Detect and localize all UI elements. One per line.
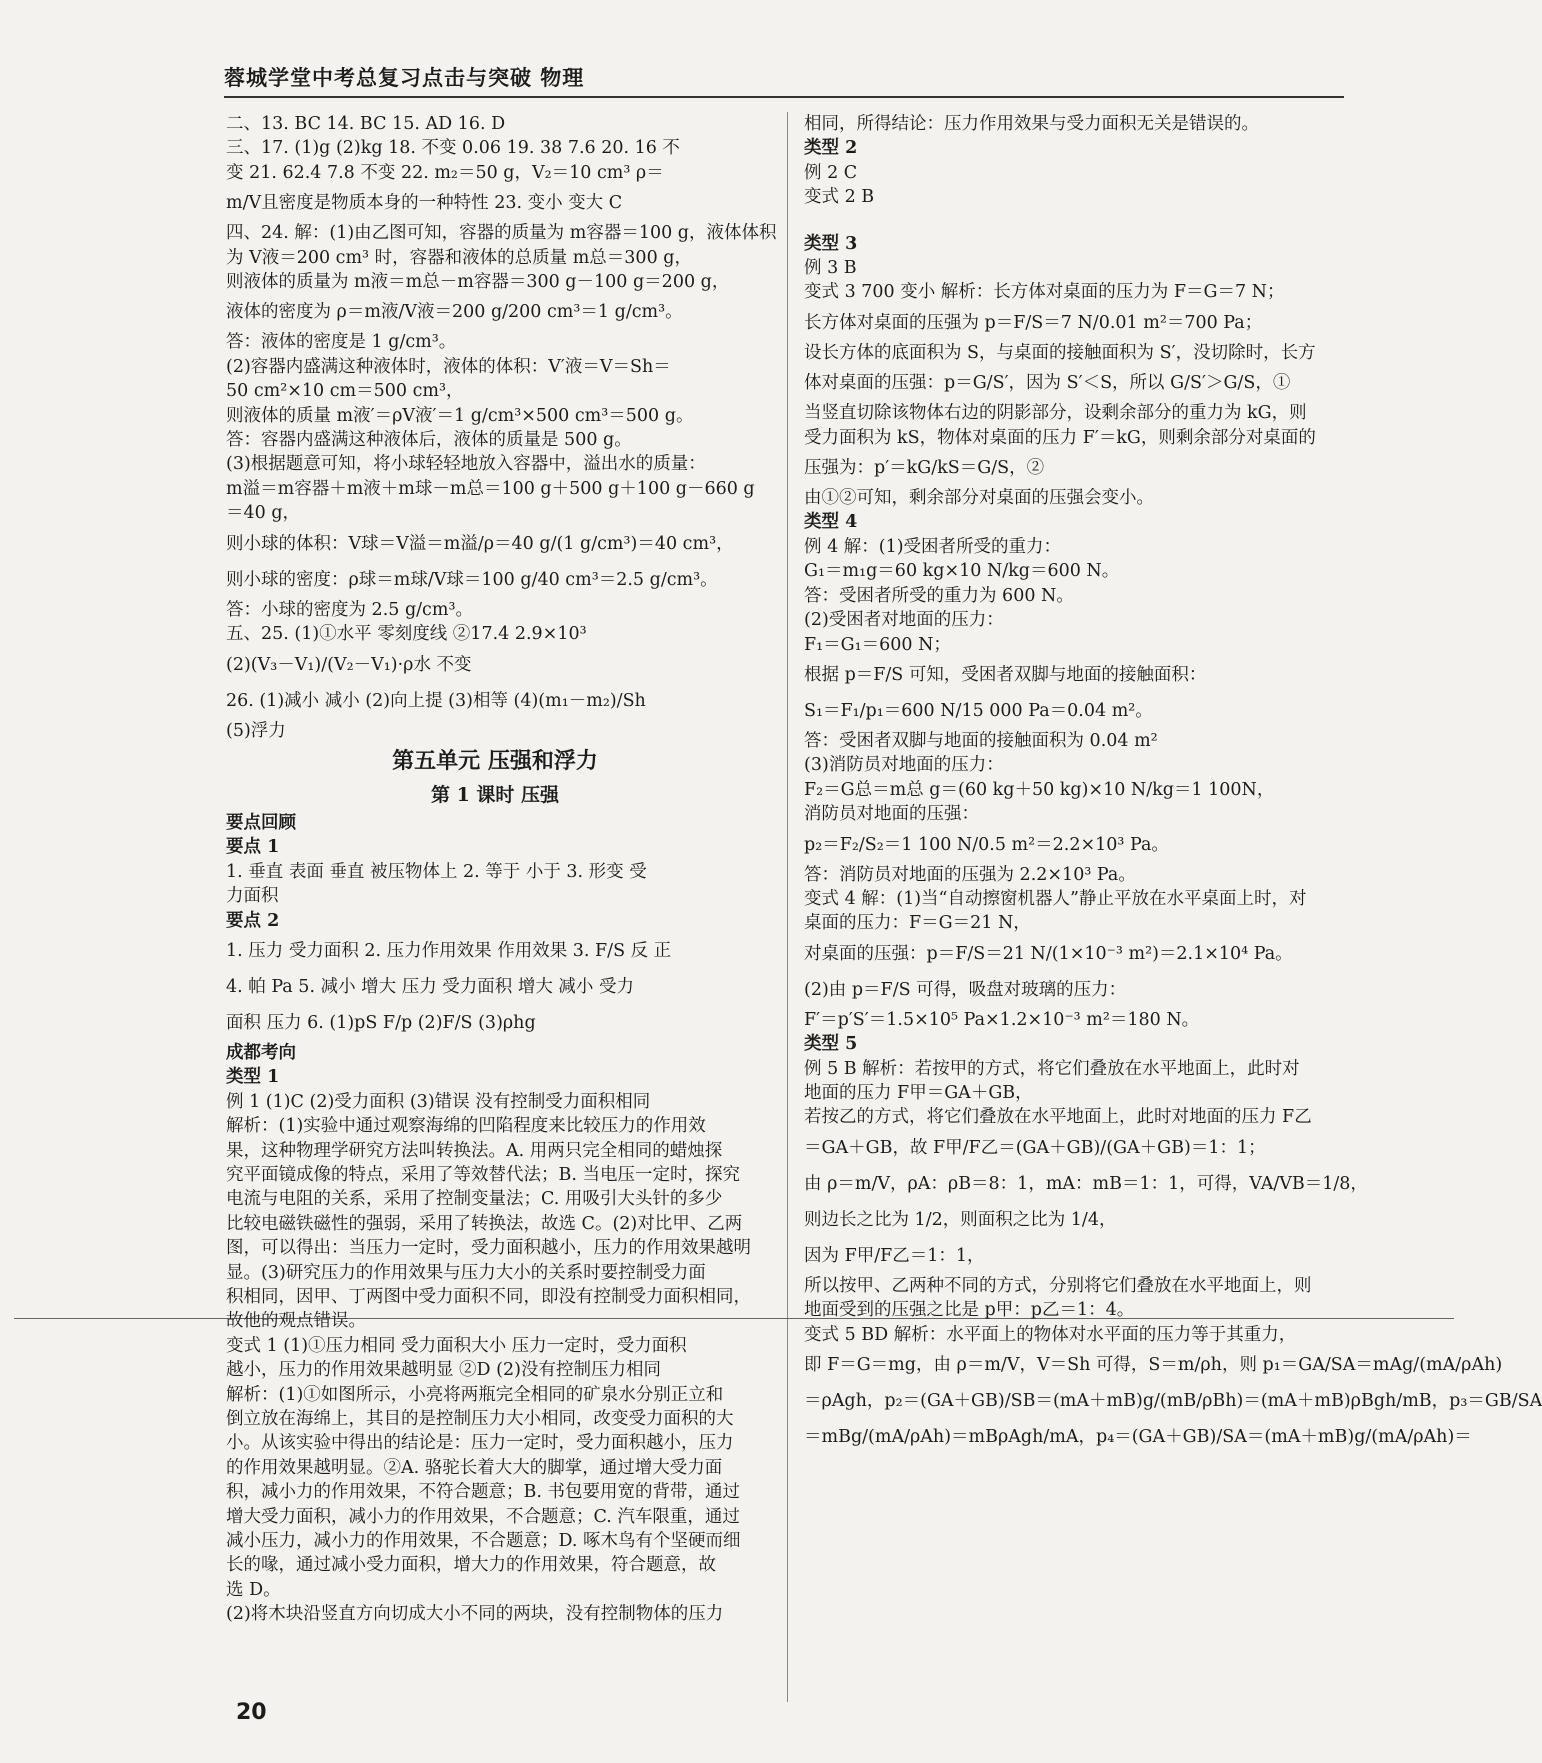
section-heading: 类型 3 — [804, 233, 858, 254]
text-line: (2)(V₃－V₁)/(V₂－V₁)·ρ水 不变 — [226, 654, 472, 675]
text-line: 果，这种物理学研究方法叫转换法。A. 用两只完全相同的蜡烛探 — [226, 1140, 723, 1161]
left-column — [226, 112, 777, 1627]
header-rule — [224, 96, 1344, 98]
text-line: 当竖直切除该物体右边的阴影部分，设剩余部分的重力为 kG，则 — [804, 403, 1307, 424]
text-line: 面积 压力 6. (1)pS F/p (2)F/S (3)ρhg — [226, 1012, 536, 1033]
text-line: ＝40 g， — [226, 503, 301, 524]
text-line: 地面的压力 F甲＝GA＋GB， — [804, 1082, 1033, 1103]
text-line: (5)浮力 — [226, 720, 286, 741]
text-line: 五、25. (1)①水平 零刻度线 ②17.4 2.9×10³ — [226, 624, 587, 645]
text-line: 长方体对桌面的压强为 p＝F/S＝7 N/0.01 m²＝700 Pa； — [804, 312, 1263, 333]
text-line: F′＝p′S′＝1.5×10⁵ Pa×1.2×10⁻³ m²＝180 N。 — [804, 1009, 1200, 1030]
text-line: 1. 压力 受力面积 2. 压力作用效果 作用效果 3. F/S 反 正 — [226, 940, 672, 961]
text-line: 则边长之比为 1/2，则面积之比为 1/4， — [804, 1209, 1117, 1230]
section-heading: 类型 2 — [804, 138, 858, 159]
text-line: 若按乙的方式，将它们叠放在水平地面上，此时对地面的压力 F乙 — [804, 1107, 1312, 1128]
text-line: ＝GA＋GB，故 F甲/F乙＝(GA＋GB)/(GA＋GB)＝1：1； — [804, 1137, 1266, 1158]
text-line: 受力面积为 kS，物体对桌面的压力 F′＝kG，则剩余部分对桌面的 — [804, 427, 1316, 448]
text-line: 根据 p＝F/S 可知，受困者双脚与地面的接触面积： — [804, 664, 1207, 685]
text-line: m溢＝m容器＋m液＋m球－m总＝100 g＋500 g＋100 g－660 g — [226, 478, 755, 499]
text-line: 变式 2 B — [804, 187, 875, 208]
text-line: 4. 帕 Pa 5. 减小 增大 压力 受力面积 增大 减小 受力 — [226, 976, 634, 997]
text-line: 答：容器内盛满这种液体后，液体的质量是 500 g。 — [226, 430, 632, 451]
answers-previous-unit — [226, 112, 777, 743]
section-heading: 类型 4 — [804, 512, 858, 533]
text-line: 变式 4 解：(1)当“自动擦窗机器人”静止平放在水平桌面上时，对 — [804, 888, 1307, 909]
text-line: 答：受困者双脚与地面的接触面积为 0.04 m² — [804, 730, 1158, 751]
text-line: 倒立放在海绵上，其目的是控制压力大小相同，改变受力面积的大 — [226, 1409, 734, 1430]
section-heading: 成都考向 — [226, 1042, 296, 1063]
text-line: 长的喙，通过减小受力面积，增大力的作用效果，符合题意，故 — [226, 1555, 716, 1576]
text-line: (2)由 p＝F/S 可得，吸盘对玻璃的压力： — [804, 979, 1127, 1000]
text-line: 解析：(1)实验中通过观察海绵的凹陷程度来比较压力的作用效 — [226, 1116, 706, 1137]
text-line: 即 F＝G＝mg，由 ρ＝m/V，V＝Sh 可得，S＝m/ρh，则 p₁＝GA/SA＝mAg/(mA/ρAh) — [804, 1355, 1503, 1375]
text-line: 由①②可知，剩余部分对桌面的压强会变小。 — [804, 488, 1154, 509]
running-head: 蓉城学堂中考总复习点击与突破 物理 — [224, 66, 585, 90]
text-line: ＝ρAgh，p₂＝(GA＋GB)/SB＝(mA＋mB)g/(mB/ρBh)＝(mA＋mB)ρBgh/mB，p₃＝GB/SA — [804, 1391, 1542, 1411]
text-line: (2)容器内盛满这种液体时，液体的体积：V′液＝V＝Sh＝ — [226, 356, 671, 377]
text-line: 26. (1)减小 减小 (2)向上提 (3)相等 (4)(m₁－m₂)/Sh — [226, 690, 646, 711]
text-line: 为 V液＝200 cm³ 时，容器和液体的总质量 m总＝300 g， — [226, 247, 692, 268]
text-line: 变式 3 700 变小 解析：长方体对桌面的压力为 F＝G＝7 N； — [804, 282, 1285, 303]
text-line: 电流与电阻的关系，采用了控制变量法；C. 用吸引大头针的多少 — [226, 1189, 723, 1210]
text-line: 则小球的体积：V球＝V溢＝m溢/ρ＝40 g/(1 g/cm³)＝40 cm³， — [226, 533, 734, 554]
text-line: (3)根据题意可知，将小球轻轻地放入容器中，溢出水的质量： — [226, 454, 706, 475]
text-line: 四、24. 解：(1)由乙图可知，容器的质量为 m容器＝100 g，液体体积 — [226, 223, 777, 244]
text-line: 增大受力面积，减小力的作用效果，不合题意；C. 汽车限重，通过 — [226, 1506, 740, 1527]
text-line: F₂＝G总＝m总 g＝(60 kg＋50 kg)×10 N/kg＝1 100N， — [804, 779, 1275, 800]
text-line: 设长方体的底面积为 S，与桌面的接触面积为 S′，没切除时，长方 — [804, 342, 1316, 363]
text-line: 力面积 — [226, 886, 279, 907]
unit-title: 第五单元 压强和浮力 — [392, 747, 598, 774]
text-line: m/V且密度是物质本身的一种特性 23. 变小 变大 C — [226, 193, 623, 214]
section-heading: 要点 2 — [226, 910, 280, 931]
text-line: 减小压力，减小力的作用效果，不合题意；D. 啄木鸟有个坚硬而细 — [226, 1531, 741, 1552]
spacer — [804, 210, 1344, 232]
text-line: 由 ρ＝m/V，ρA：ρB＝8：1，mA：mB＝1：1，可得，VA/VB＝1/8， — [804, 1173, 1368, 1194]
text-line: 例 5 B 解析：若按甲的方式，将它们叠放在水平地面上，此时对 — [804, 1058, 1300, 1079]
text-line: F₁＝G₁＝600 N； — [804, 634, 951, 655]
text-line: p₂＝F₂/S₂＝1 100 N/0.5 m²＝2.2×10³ Pa。 — [804, 834, 1169, 855]
text-line: 比较电磁铁磁性的强弱，采用了转换法，故选 C。(2)对比甲、乙两 — [226, 1213, 743, 1234]
section-heading: 要点回顾 — [226, 812, 296, 833]
text-line: 积，减小力的作用效果，不符合题意；B. 书包要用宽的背带，通过 — [226, 1482, 740, 1503]
section-heading: 类型 5 — [804, 1034, 858, 1055]
text-line: (3)消防员对地面的压力： — [804, 755, 1004, 776]
section-heading: 要点 1 — [226, 837, 280, 858]
text-line: 则液体的质量 m液′＝ρV液′＝1 g/cm³×500 cm³＝500 g。 — [226, 405, 694, 426]
lesson-answers — [226, 811, 764, 1627]
text-line: 答：受困者所受的重力为 600 N。 — [804, 585, 1074, 606]
text-line: 故他的观点错误。 — [226, 1311, 366, 1332]
text-line: 体对桌面的压强：p＝G/S′，因为 S′＜S，所以 G/S′＞G/S，① — [804, 373, 1291, 394]
text-line: 对桌面的压强：p＝F/S＝21 N/(1×10⁻³ m²)＝2.1×10⁴ Pa。 — [804, 943, 1293, 964]
text-line: 变式 5 BD 解析：水平面上的物体对水平面的压力等于其重力， — [804, 1324, 1297, 1345]
text-line: 小。从该实验中得出的结论是：压力一定时，受力面积越小，压力 — [226, 1433, 734, 1454]
text-line: 究平面镜成像的特点，采用了等效替代法；B. 当电压一定时，探究 — [226, 1164, 740, 1185]
text-line: 变式 1 (1)①压力相同 受力面积大小 压力一定时，受力面积 — [226, 1335, 687, 1356]
text-line: 因为 F甲/F乙＝1：1， — [804, 1245, 985, 1266]
text-line: 答：消防员对地面的压强为 2.2×10³ Pa。 — [804, 864, 1136, 885]
text-line: 答：液体的密度是 1 g/cm³。 — [226, 332, 457, 353]
page-number: 20 — [236, 1700, 267, 1725]
text-line: 例 4 解：(1)受困者所受的重力： — [804, 536, 1062, 557]
text-line: 则液体的质量为 m液＝m总－m容器＝300 g－100 g＝200 g， — [226, 272, 730, 293]
text-line: 显。(3)研究压力的作用效果与压力大小的关系时要控制受力面 — [226, 1262, 706, 1283]
text-line: 变 21. 62.4 7.8 不变 22. m₂＝50 g，V₂＝10 cm³ ρ＝ — [226, 162, 664, 183]
text-line: 二、13. BC 14. BC 15. AD 16. D — [226, 114, 506, 134]
text-line: 相同，所得结论：压力作用效果与受力面积无关是错误的。 — [804, 114, 1259, 134]
column-divider — [787, 112, 788, 1702]
text-line: 消防员对地面的压强： — [804, 804, 979, 825]
text-line: 例 2 C — [804, 162, 858, 183]
text-line: 选 D。 — [226, 1579, 281, 1600]
text-line: 所以按甲、乙两种不同的方式，分别将它们叠放在水平地面上，则 — [804, 1275, 1312, 1296]
text-line: 解析：(1)①如图所示，小亮将两瓶完全相同的矿泉水分别正立和 — [226, 1384, 724, 1405]
text-line: 三、17. (1)g (2)kg 18. 不变 0.06 19. 38 7.6 20. 16 不 — [226, 138, 680, 159]
text-line: 例 1 (1)C (2)受力面积 (3)错误 没有控制受力面积相同 — [226, 1091, 651, 1112]
text-line: 的作用效果越明显。②A. 骆驼长着大大的脚掌，通过增大受力面 — [226, 1457, 723, 1478]
text-line: 地面受到的压强之比是 p甲：p乙＝1：4。 — [804, 1300, 1135, 1321]
text-line: 桌面的压力：F＝G＝21 N， — [804, 913, 1031, 934]
text-line: 1. 垂直 表面 垂直 被压物体上 2. 等于 小于 3. 形变 受 — [226, 861, 647, 882]
section-heading: 类型 1 — [226, 1067, 280, 1088]
text-line: 越小，压力的作用效果越明显 ②D (2)没有控制压力相同 — [226, 1360, 661, 1381]
text-line: 答：小球的密度为 2.5 g/cm³。 — [226, 599, 473, 620]
text-line: (2)受困者对地面的压力： — [804, 610, 1004, 631]
text-line: G₁＝m₁g＝60 kg×10 N/kg＝600 N。 — [804, 561, 1120, 582]
text-line: 例 3 B — [804, 258, 857, 279]
text-line: ＝mBg/(mA/ρAh)＝mBρAgh/mA，p₄＝(GA＋GB)/SA＝(mA＋mB)g/(mA/ρAh)＝ — [804, 1427, 1472, 1447]
text-line: 积相同，因甲、丁两图中受力面积不同，即没有控制受力面积相同， — [226, 1287, 751, 1307]
text-line: (2)将木块沿竖直方向切成大小不同的两块，没有控制物体的压力 — [226, 1604, 724, 1625]
text-line: 则小球的密度：ρ球＝m球/V球＝100 g/40 cm³＝2.5 g/cm³。 — [226, 569, 718, 590]
text-line: 50 cm²×10 cm＝500 cm³， — [226, 381, 464, 402]
text-line: S₁＝F₁/p₁＝600 N/15 000 Pa＝0.04 m²。 — [804, 700, 1153, 721]
lesson-title: 第 1 课时 压强 — [430, 783, 560, 806]
right-column — [804, 112, 1542, 1455]
text-line: 压强为：p′＝kG/kS＝G/S，② — [804, 458, 1045, 479]
text-line: 液体的密度为 ρ＝m液/V液＝200 g/200 cm³＝1 g/cm³。 — [226, 302, 683, 323]
text-line: 图，可以得出：当压力一定时，受力面积越小，压力的作用效果越明 — [226, 1238, 751, 1259]
